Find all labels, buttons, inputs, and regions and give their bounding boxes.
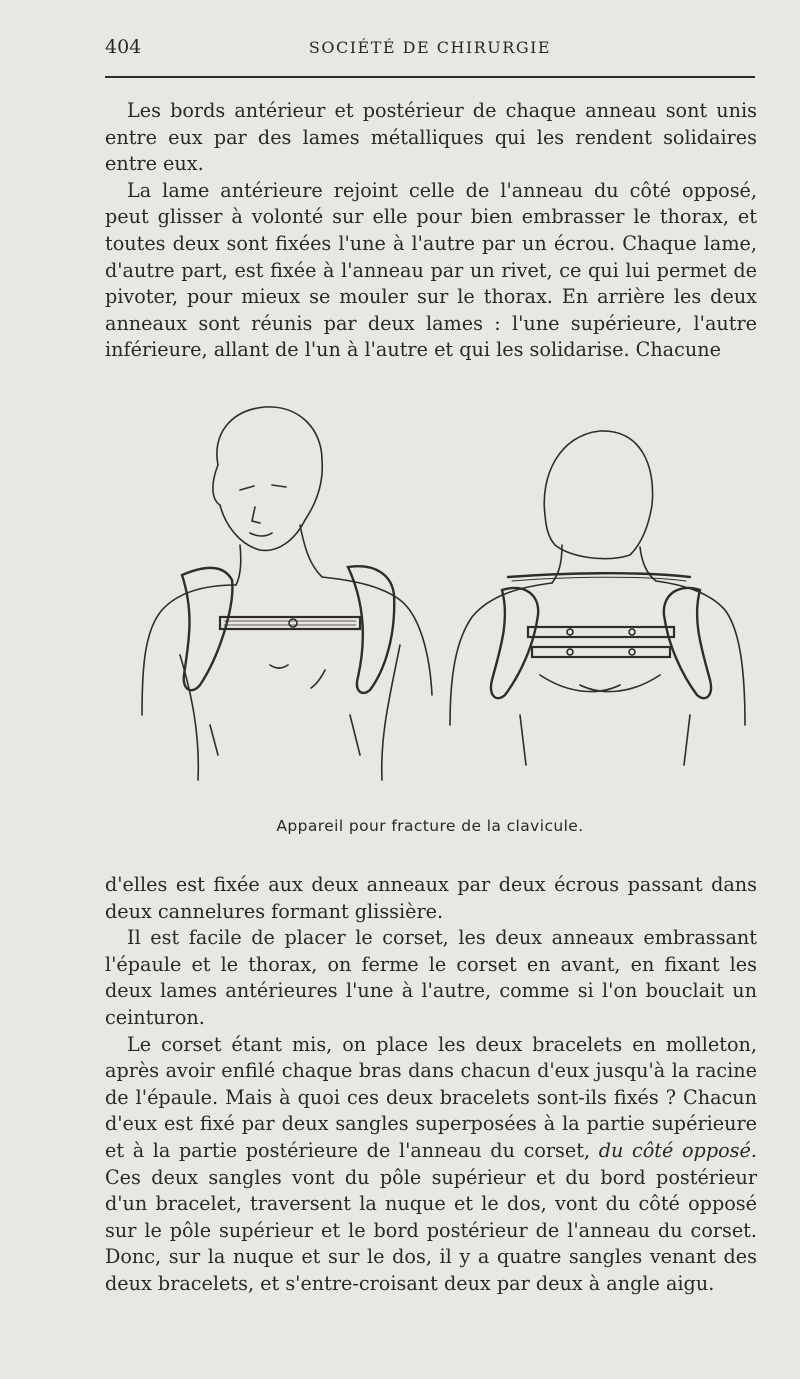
body-text-before-figure <box>105 98 757 364</box>
running-title: SOCIÉTÉ DE CHIRURGIE <box>308 38 552 57</box>
paragraph: Les bords antérieur et postérieur de chaque anneau sont unis entre eux par des lames métalliques qui les rendent solidaires entre eux. <box>105 99 757 176</box>
italic-phrase: du côté opposé. <box>598 1138 757 1162</box>
page-number: 404 <box>105 36 142 58</box>
front-view-torso-illustration <box>142 407 432 780</box>
figure-caption: Appareil pour fracture de la clavicule. <box>276 817 584 835</box>
paragraph-text: Le corset étant mis, on place les deux bracelets en molleton, après avoir enfilé chaque bras dans chacun d'eux jusqu'à la racine de l'épaule. Mais à quoi ces deux bracelets sont-ils fixés ? Chacun d'eux est fixé par deux sangles superposées à la partie supérieure et à la partie postérieure de l'anneau du corset, <box>105 1032 757 1162</box>
body-text-after-figure <box>105 872 757 1298</box>
header-rule <box>105 76 755 78</box>
paragraph: d'elles est fixée aux deux anneaux par deux écrous passant dans deux cannelures formant glissière. <box>105 873 757 923</box>
figure-illustration <box>100 395 750 805</box>
paragraph: Il est facile de placer le corset, les deux anneaux embrassant l'épaule et le thorax, on ferme le corset en avant, en fixant les deux lames antérieures l'une à l'autre, comme si l'on bouclait un ceinturon. <box>105 926 757 1029</box>
paragraph: La lame antérieure rejoint celle de l'anneau du côté opposé, peut glisser à volonté sur elle pour bien embrasser le thorax, et toutes deux sont fixées l'une à l'autre par un écrou. Chaque lame, d'autre part, est fixée à l'anneau par un rivet, ce qui lui permet de pivoter, pour mieux se mouler sur le thorax. En arrière les deux anneaux sont réunis par deux lames : l'une supérieure, l'autre inférieure, allant de l'un à l'autre et qui les solidarise. Chacune <box>105 178 757 362</box>
paragraph <box>105 1032 757 1298</box>
back-view-torso-illustration <box>450 431 745 765</box>
paragraph-text: Ces deux sangles vont du pôle supérieur et du bord postérieur d'un bracelet, traversent la nuque et le dos, vont du côté opposé sur le pôle supérieur et le bord postérieur de l'anneau du corset. Donc, sur la nuque et sur le dos, il y a quatre sangles venant des deux bracelets, et s'entre-croisant deux par deux à angle aigu. <box>105 1165 757 1295</box>
page-header <box>105 36 755 66</box>
